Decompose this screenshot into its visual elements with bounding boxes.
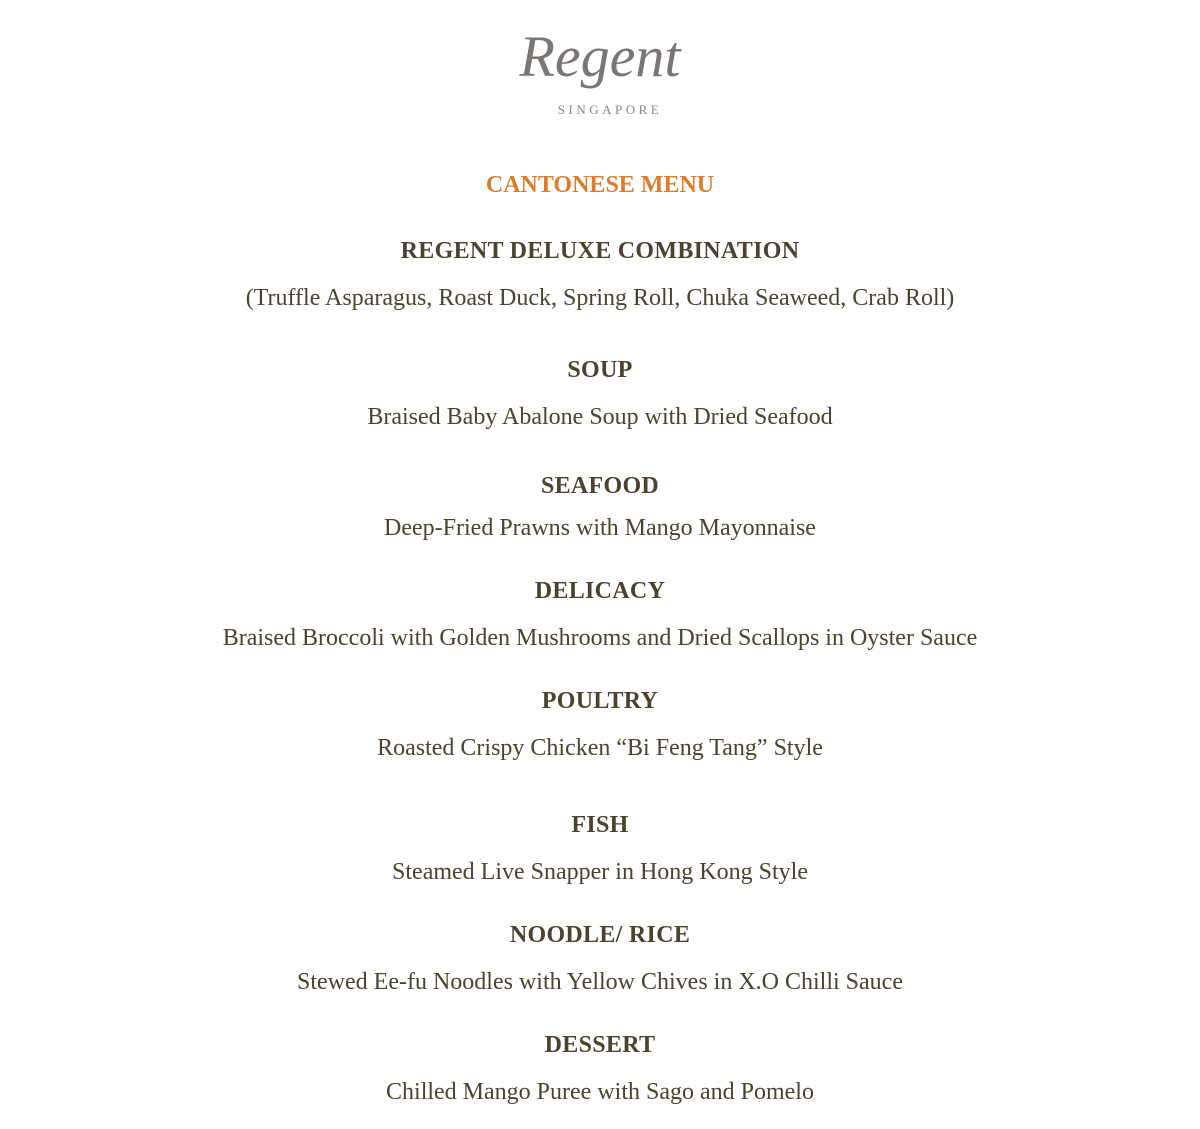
course-heading-fish: FISH: [571, 812, 629, 838]
course-heading-poultry: POULTRY: [541, 688, 659, 714]
course-item-combination: (Truffle Asparagus, Roast Duck, Spring Roll, Chuka Seaweed, Crab Roll): [245, 285, 955, 311]
regent-logo: [0, 22, 1200, 92]
course-heading-soup: SOUP: [567, 357, 633, 383]
course-heading-seafood: SEAFOOD: [540, 473, 660, 499]
logo-wordmark: Regent: [519, 24, 681, 89]
course-item-fish: Steamed Live Snapper in Hong Kong Style: [392, 859, 808, 885]
course-heading-delicacy: DELICACY: [534, 578, 666, 604]
course-item-poultry: Roasted Crispy Chicken “Bi Feng Tang” Style: [377, 735, 823, 761]
course-item-noodle-rice: Stewed Ee-fu Noodles with Yellow Chives in X.O Chilli Sauce: [297, 969, 903, 995]
logo-location: SINGAPORE: [557, 102, 663, 117]
course-heading-noodle-rice: NOODLE/ RICE: [509, 922, 691, 948]
course-item-soup: Braised Baby Abalone Soup with Dried Seafood: [367, 404, 833, 430]
course-heading-dessert: DESSERT: [544, 1032, 656, 1058]
course-item-dessert: Chilled Mango Puree with Sago and Pomelo: [386, 1079, 814, 1105]
course-heading-combination: REGENT DELUXE COMBINATION: [400, 238, 800, 264]
course-item-delicacy: Braised Broccoli with Golden Mushrooms and Dried Scallops in Oyster Sauce: [222, 625, 978, 651]
menu-title: CANTONESE MENU: [485, 172, 715, 198]
course-item-seafood: Deep-Fried Prawns with Mango Mayonnaise: [384, 515, 816, 541]
